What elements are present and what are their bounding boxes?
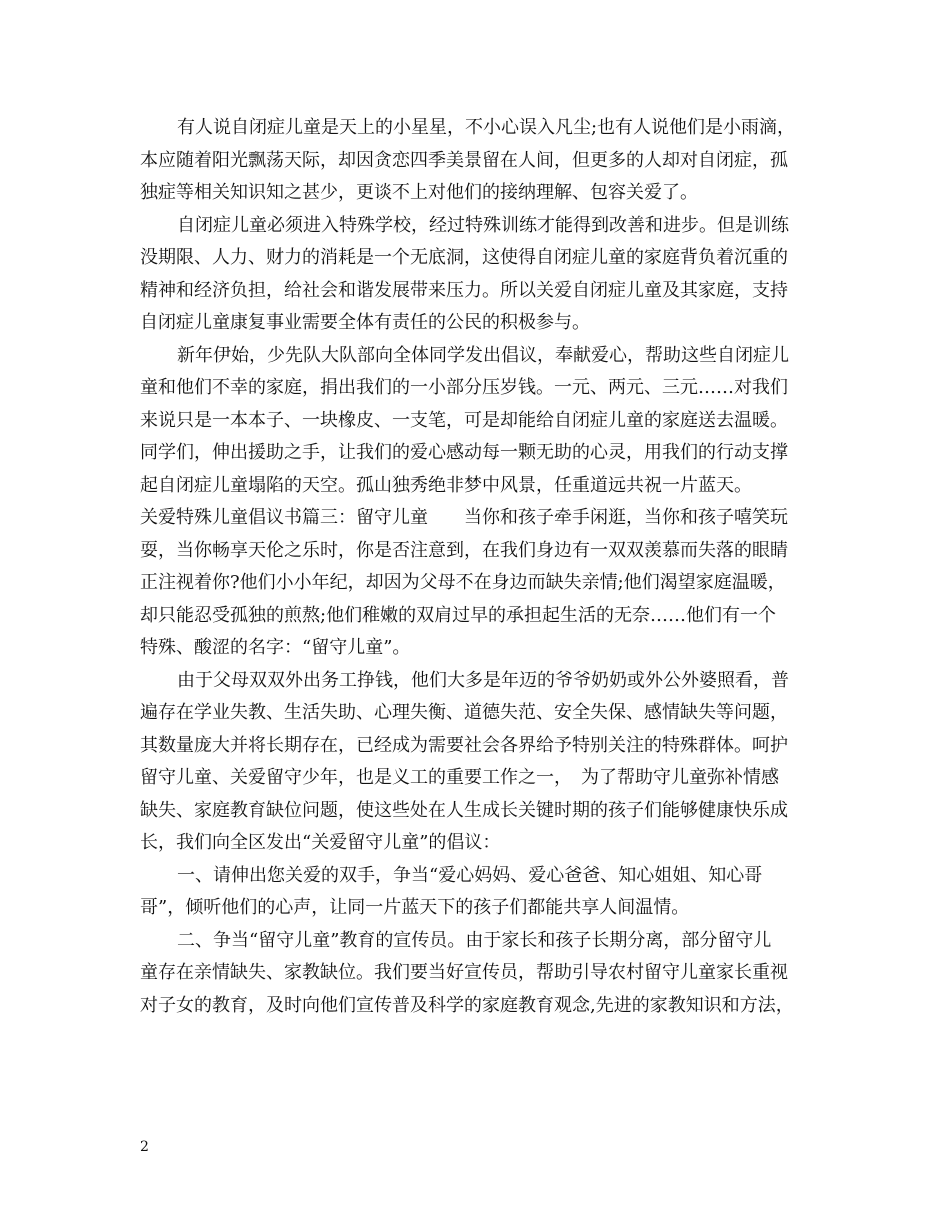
text-line: 独症等相关知识知之甚少，更谈不上对他们的接纳理解、包容关爱了。 [140,182,698,203]
text-line: 精神和经济负担，给社会和谐发展带来压力。所以关爱自闭症儿童及其家庭，支持 [140,279,788,301]
page-number: 2 [140,1139,149,1155]
text-line: 新年伊始，少先队大队部向全体同学发出倡议，奉献爱心，帮助这些自闭症儿 [177,344,789,366]
text-line: 特殊、酸涩的名字：“留守儿童”。 [140,637,411,658]
text-line: 二、争当“留守儿童”教育的宣传员。由于家长和孩子长期分离，部分留守儿 [177,929,772,951]
text-line: 来说只是一本本子、一块橡皮、一支笔，可是却能给自闭症儿童的家庭送去温暖。 [140,409,788,431]
text-line: 耍，当你畅享天伦之乐时，你是否注意到，在我们身边有一双双羡慕而失落的眼睛 [140,539,788,561]
text-line: 本应随着阳光飘荡天际，却因贪恋四季美景留在人间，但更多的人却对自闭症，孤 [140,149,788,171]
text-line: 自闭症儿童康复事业需要全体有责任的公民的积极参与。 [140,312,590,333]
text-line: 其数量庞大并将长期存在，已经成为需要社会各界给予特别关注的特殊群体。呵护 [140,734,788,756]
text-line: 童和他们不幸的家庭，捐出我们的一小部分压岁钱。一元、两元、三元……对我们 [140,377,788,398]
text-line: 却只能忍受孤独的煎熬;他们稚嫩的双肩过早的承担起生活的无奈……他们有一个 [140,604,777,626]
text-line: 留守儿童、关爱留守少年，也是义工的重要工作之一， 为了帮助守儿童弥补情感 [140,767,779,788]
text-line: 一、请伸出您关爱的双手，争当“爱心妈妈、爱心爸爸、知心姐姐、知心哥 [177,864,763,886]
text-line: 缺失、家庭教育缺位问题，使这些处在人生成长关键时期的孩子们能够健康快乐成 [140,799,788,821]
text-line: 同学们，伸出援助之手，让我们的爱心感动每一颗无助的心灵，用我们的行动支撑 [140,442,788,463]
text-line: 没期限、人力、财力的消耗是一个无底洞，这使得自闭症儿童的家庭背负着沉重的 [140,247,788,268]
document-body [140,112,825,1022]
text-line: 有人说自闭症儿童是天上的小星星，不小心误入凡尘;也有人说他们是小雨滴， [177,117,796,138]
text-line: 起自闭症儿童塌陷的天空。孤山独秀绝非梦中风景，任重道远共祝一片蓝天。 [140,474,752,496]
text-line: 童存在亲情缺失、家教缺位。我们要当好宣传员，帮助引导农村留守儿童家长重视 [140,962,788,983]
text-line: 关爱特殊儿童倡议书篇三：留守儿童 当你和孩子牵手闲逛，当你和孩子嘻笑玩 [140,507,788,528]
text-line: 哥”，倾听他们的心声，让同一片蓝天下的孩子们都能共享人间温情。 [140,897,690,918]
text-line: 自闭症儿童必须进入特殊学校，经过特殊训练才能得到改善和进步。但是训练 [177,214,789,236]
text-line: 遍存在学业失教、生活失助、心理失衡、道德失范、安全失保、感情缺失等问题， [140,702,788,723]
text-line: 由于父母双双外出务工挣钱，他们大多是年迈的爷爷奶奶或外公外婆照看，普 [177,669,789,691]
text-line: 对子女的教育，及时向他们宣传普及科学的家庭教育观念,先进的家教知识和方法， [140,994,794,1016]
text-line: 长，我们向全区发出“关爱留守儿童”的倡议： [140,832,501,853]
text-line: 正注视着你?他们小小年纪，却因为父母不在身边而缺失亲情;他们渴望家庭温暖， [140,572,786,593]
